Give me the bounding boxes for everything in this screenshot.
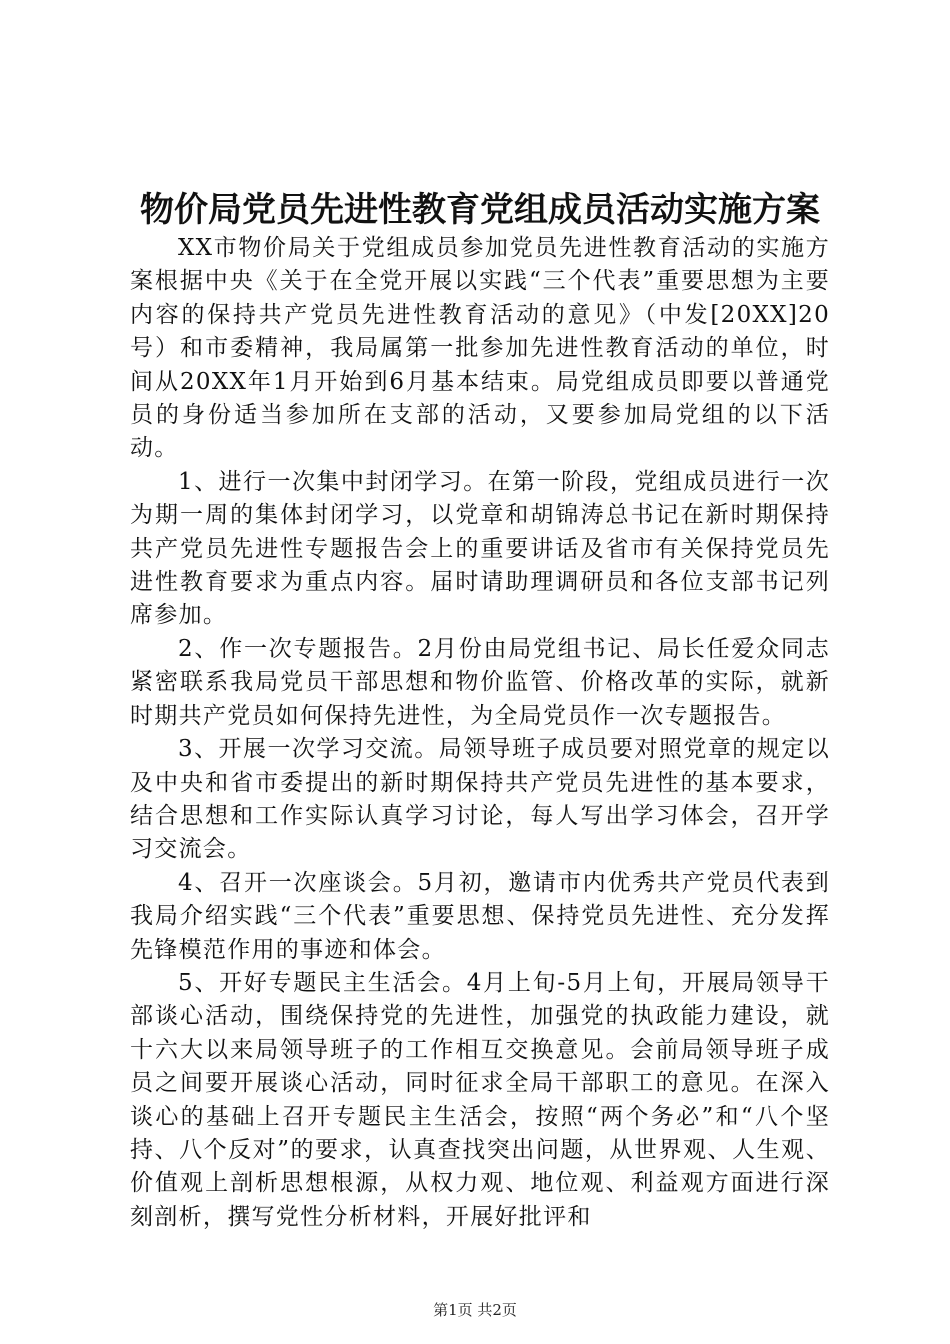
document-title: 物价局党员先进性教育党组成员活动实施方案 [140,190,820,230]
paragraph-item-3: 3、开展一次学习交流。局领导班子成员要对照党章的规定以及中央和省市委提出的新时期保持共产党员先进性的基本要求，结合思想和工作实际认真学习讨论，每人写出学习体会，召开学习交流会。 [130,736,830,863]
paragraph-item-5: 5、开好专题民主生活会。4月上旬-5月上旬，开展局领导干部谈心活动，围绕保持党的先进性，加强党的执政能力建设，就十六大以来局领导班子的工作相互交换意见。会前局领导班子成员之间要开展谈心活动，同时征求全局干部职工的意见。在深入谈心的基础上召开专题民主生活会，按照“两个务必”和“八个坚持、八个反对”的要求，认真查找突出问题，从世界观、人生观、价值观上剖析思想根源，从权力观、地位观、利益观方面进行深刻剖析，撰写党性分析材料，开展好批评和 [130,969,830,1230]
paragraph-item-2: 2、作一次专题报告。2月份由局党组书记、局长任爱众同志紧密联系我局党员干部思想和物价监管、价格改革的实际，就新时期共产党员如何保持先进性，为全局党员作一次专题报告。 [130,635,830,729]
page-footer [0,1300,950,1320]
paragraph-intro: XX市物价局关于党组成员参加党员先进性教育活动的实施方案根据中央《关于在全党开展以实践“三个代表”重要思想为主要内容的保持共产党员先进性教育活动的意见》（中发[20XX]20号）和市委精神，我局属第一批参加先进性教育活动的单位，时间从20XX年1月开始到6月基本结束。局党组成员即要以普通党员的身份适当参加所在支部的活动，又要参加局党组的以下活动。 [130,235,830,462]
paragraph-item-1: 1、进行一次集中封闭学习。在第一阶段，党组成员进行一次为期一周的集体封闭学习，以党章和胡锦涛总书记在新时期保持共产党员先进性专题报告会上的重要讲话及省市有关保持党员先进性教育要求为重点内容。届时请助理调研员和各位支部书记列席参加。 [130,468,830,629]
paragraph-item-4: 4、召开一次座谈会。5月初，邀请市内优秀共产党员代表到我局介绍实践“三个代表”重要思想、保持党员先进性、充分发挥先锋模范作用的事迹和体会。 [130,869,830,963]
page-number: 第1页 共2页 [433,1301,517,1319]
document-body [130,232,830,1234]
